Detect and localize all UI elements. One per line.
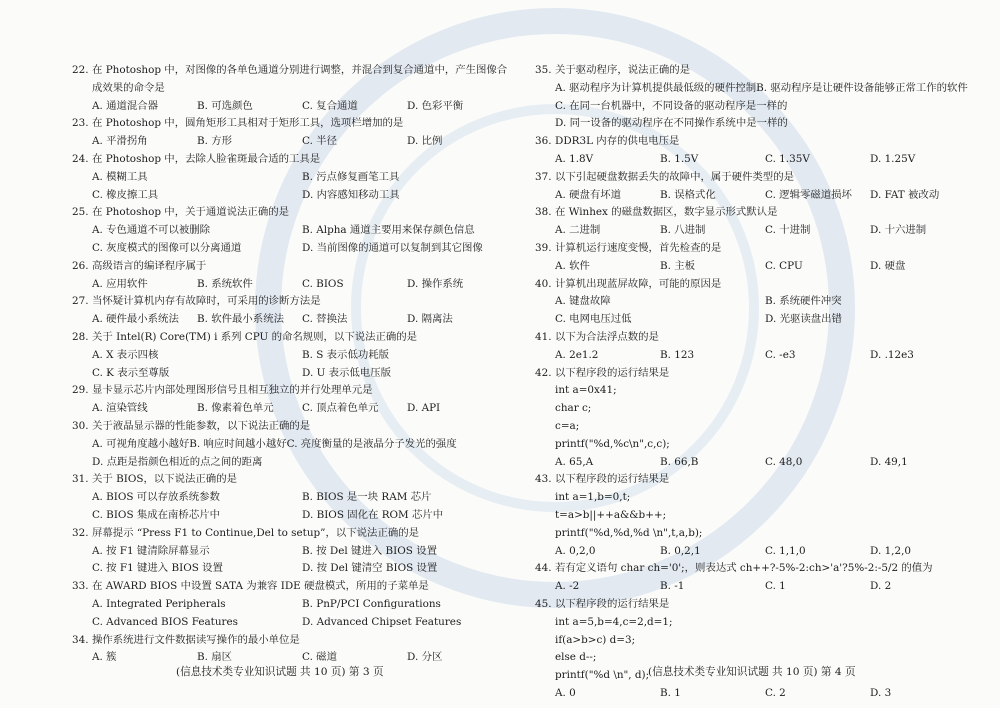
question-item: [72, 115, 512, 151]
answer-option: D. U 表示低电压版: [302, 366, 391, 379]
question-stem: [72, 632, 512, 650]
answer-option: C. 顶点着色单元: [302, 402, 379, 415]
code-line: c=a;: [555, 419, 580, 432]
question-number: 30.: [72, 419, 89, 432]
question-stem: [72, 258, 512, 276]
code-line: int a=5,b=4,c=2,d=1;: [555, 615, 673, 628]
answer-option: D. 分区: [407, 651, 443, 664]
question-stem: [72, 471, 512, 489]
question-item: [72, 578, 512, 631]
answer-option: B. 像素着色单元: [197, 402, 274, 415]
answer-option: C. 在同一台机器中，不同设备的驱动程序是一样的: [555, 99, 788, 112]
question-item: [72, 329, 512, 382]
answer-options: [72, 98, 512, 116]
answer-option: B. 123: [660, 348, 695, 361]
question-text: 以下引起硬盘数据丢失的故障中，属于硬件类型的是: [555, 170, 794, 183]
answer-options: [535, 543, 975, 561]
question-text: 以下程序段的运行结果是: [555, 366, 670, 379]
question-number: 35.: [535, 64, 552, 76]
answer-option: C. 1.35V: [765, 152, 810, 165]
answer-option: D. .12e3: [870, 348, 914, 361]
question-stem: [535, 596, 975, 614]
question-stem: [535, 276, 975, 294]
question-text: 在 Photoshop 中，去除人脸雀斑最合适的工具是: [92, 152, 321, 165]
question-text: 计算机出现蓝屏故障，可能的原因是: [555, 277, 722, 290]
left-column: [72, 62, 512, 667]
question-text: 显卡显示芯片内部处理图形信号且相互独立的并行处理单元是: [92, 384, 373, 397]
answer-option: B. 可选颜色: [197, 99, 253, 112]
answer-option: D. 同一设备的驱动程序在不同操作系统中是一样的: [555, 117, 788, 130]
answer-option: D. 3: [870, 686, 892, 699]
question-stem: [535, 240, 975, 258]
answer-option: A. 专色通道不可以被删除: [92, 224, 211, 237]
question-item: [72, 418, 512, 471]
answer-option: C. 复合通道: [302, 99, 358, 112]
question-item: [72, 204, 512, 257]
question-text: 关于 BIOS，以下说法正确的是: [92, 473, 237, 486]
question-number: 41.: [535, 330, 552, 343]
question-stem: [72, 151, 512, 169]
code-line: printf("%d,%c\n",c,c);: [555, 437, 670, 450]
answer-option: D. 操作系统: [407, 277, 464, 290]
question-number: 29.: [72, 384, 89, 397]
page-footer-right: (信息技术类专业知识试题 共 10 页) 第 4 页: [648, 666, 856, 678]
question-item: [72, 62, 512, 115]
question-stem: [72, 382, 512, 400]
question-stem: [72, 578, 512, 596]
answer-option: D. API: [407, 402, 441, 415]
question-number: 32.: [72, 526, 89, 539]
question-stem: [72, 525, 512, 543]
question-item: [535, 133, 975, 169]
answer-options: [72, 400, 512, 418]
question-stem: [535, 560, 975, 578]
question-stem: [535, 329, 975, 347]
answer-option: C. 十进制: [765, 224, 811, 237]
question-item: [72, 258, 512, 294]
answer-option: B. 污点修复画笔工具: [302, 170, 400, 183]
code-line: printf("%d \n", d);: [555, 669, 650, 682]
answer-option: A. 平滑拐角: [92, 135, 148, 148]
question-stem: [535, 169, 975, 187]
answer-options: [535, 222, 975, 240]
answer-option: A. Integrated Peripherals: [92, 597, 226, 610]
answer-option: B. 方形: [197, 135, 233, 148]
answer-option: C. 磁道: [302, 651, 337, 664]
answer-option: B. 按 Del 键进入 BIOS 设置: [302, 544, 437, 557]
answer-option: B. 扇区: [197, 651, 233, 664]
answer-option: B. 响应时间越小越好: [189, 437, 287, 450]
question-stem: [535, 204, 975, 222]
answer-option: B. -1: [660, 580, 685, 593]
question-number: 23.: [72, 117, 89, 130]
question-item: [72, 525, 512, 578]
answer-option: A. 键盘故障: [555, 295, 611, 308]
question-text: 在 AWARD BIOS 中设置 SATA 为兼容 IDE 硬盘模式，所用的子菜单是: [92, 580, 429, 593]
question-text: 以下程序段的运行结果是: [555, 473, 670, 486]
answer-option: D. 按 Del 键清空 BIOS 设置: [302, 562, 438, 575]
question-text: 以下程序段的运行结果是: [555, 597, 670, 610]
answer-option: C. 电网电压过低: [555, 313, 632, 326]
answer-options: [535, 80, 975, 133]
question-item: [535, 204, 975, 240]
question-number: 33.: [72, 580, 89, 593]
question-text: 计算机运行速度变慢，首先检查的是: [555, 241, 722, 254]
question-number: 36.: [535, 135, 552, 148]
question-stem: [72, 115, 512, 133]
answer-option: D. FAT 被改动: [870, 188, 940, 201]
question-text: 高级语言的编译程序属于: [92, 259, 207, 272]
answer-option: C. CPU: [765, 259, 803, 272]
answer-option: C. 逻辑零磁道损坏: [765, 188, 852, 201]
question-stem: [72, 329, 512, 347]
question-item: [535, 169, 975, 205]
answer-option: C. BIOS: [302, 277, 344, 290]
question-number: 40.: [535, 277, 552, 290]
answer-option: D. 色彩平衡: [407, 99, 464, 112]
answer-option: B. BIOS 是一块 RAM 芯片: [302, 491, 432, 504]
question-item: [72, 151, 512, 204]
code-line: else d--;: [555, 651, 597, 664]
answer-option: A. 软件: [555, 259, 590, 272]
answer-options: [535, 293, 975, 329]
answer-option: B. 1: [660, 686, 681, 699]
answer-options: [535, 685, 975, 703]
question-text: 屏幕提示 “Press F1 to Continue,Del to setup”，以下说法正确的是: [92, 526, 420, 539]
question-item: [535, 276, 975, 329]
code-line: char c;: [555, 402, 592, 415]
code-line: t=a>b||++a&&b++;: [555, 508, 667, 521]
question-item: [72, 382, 512, 418]
answer-options: [535, 187, 975, 205]
right-column: [535, 62, 975, 703]
question-stem: [535, 365, 975, 383]
answer-option: C. -e3: [765, 348, 796, 361]
question-text-continued: 成效果的命令是: [92, 81, 165, 94]
answer-option: B. S 表示低功耗版: [302, 348, 390, 361]
answer-option: A. -2: [555, 580, 580, 593]
question-text: DDR3L 内存的供电电压是: [555, 135, 680, 148]
question-text: 操作系统进行文件数据读写操作的最小单位是: [92, 633, 300, 646]
answer-option: D. 十六进制: [870, 224, 927, 237]
answer-options: [535, 151, 975, 169]
answer-option: D. 隔离法: [407, 313, 453, 326]
answer-option: D. Advanced Chipset Features: [302, 615, 462, 628]
question-stem: [535, 471, 975, 489]
answer-option: D. BIOS 固化在 ROM 芯片中: [302, 508, 444, 521]
answer-option: C. 灰度模式的图像可以分离通道: [92, 241, 242, 254]
answer-options: [72, 276, 512, 294]
code-line: int a=1,b=0,t;: [555, 491, 631, 504]
question-stem: [72, 204, 512, 222]
answer-option: A. 65,A: [555, 455, 594, 468]
question-number: 38.: [535, 206, 552, 219]
answer-option: D. 2: [870, 580, 892, 593]
question-item: [72, 471, 512, 524]
question-text: 在 Winhex 的磁盘数据区，数字显示形式默认是: [555, 206, 778, 219]
answer-option: B. 系统硬件冲突: [765, 295, 842, 308]
question-number: 26.: [72, 259, 89, 272]
question-text: 在 Photoshop 中，对图像的各单色通道分别进行调整，并混合到复合通道中，产生图像合: [92, 64, 508, 76]
question-stem: [535, 133, 975, 151]
answer-options: [72, 169, 512, 205]
answer-option: C. BIOS 集成在南桥芯片中: [92, 508, 220, 521]
answer-options: [72, 222, 512, 258]
answer-option: C. 1: [765, 580, 786, 593]
answer-option: B. 66,B: [660, 455, 699, 468]
answer-option: A. 0,2,0: [555, 544, 596, 557]
answer-options: [535, 454, 975, 472]
question-text: 关于 Intel(R) Core(TM) i 系列 CPU 的命名规则，以下说法正确的是: [92, 330, 418, 343]
answer-options: [535, 578, 975, 596]
question-text: 在 Photoshop 中，圆角矩形工具相对于矩形工具，选项栏增加的是: [92, 117, 404, 130]
answer-option: C. Advanced BIOS Features: [92, 615, 239, 628]
answer-option: B. Alpha 通道主要用来保存颜色信息: [302, 224, 475, 237]
answer-option: D. 光驱读盘出错: [765, 313, 842, 326]
answer-option: B. PnP/PCI Configurations: [302, 597, 441, 610]
question-item: [535, 596, 975, 703]
code-line: printf("%d,%d,%d \n",t,a,b);: [555, 526, 703, 539]
code-line: if(a>b>c) d=3;: [555, 633, 636, 646]
answer-option: A. 按 F1 键清除屏幕显示: [92, 544, 210, 557]
answer-options: [72, 311, 512, 329]
question-item: [535, 471, 975, 560]
answer-option: D. 1.25V: [870, 152, 916, 165]
question-number: 31.: [72, 473, 89, 486]
answer-option: C. 1,1,0: [765, 544, 806, 557]
answer-options: [72, 543, 512, 579]
question-item: [535, 560, 975, 596]
question-text: 关于驱动程序，说法正确的是: [555, 64, 691, 76]
question-number: 24.: [72, 152, 89, 165]
answer-option: B. 误格式化: [660, 188, 716, 201]
question-number: 39.: [535, 241, 552, 254]
question-number: 27.: [72, 295, 89, 308]
question-number: 44.: [535, 562, 552, 575]
question-number: 25.: [72, 206, 89, 219]
question-item: [535, 329, 975, 365]
answer-option: B. 0,2,1: [660, 544, 701, 557]
answer-option: C. 替换法: [302, 313, 348, 326]
answer-option: C. 2: [765, 686, 786, 699]
answer-option: D. 1,2,0: [870, 544, 912, 557]
answer-option: D. 点距是指颜色相近的点之间的距离: [92, 455, 263, 468]
answer-option: A. 2e1.2: [555, 348, 599, 361]
answer-option: A. 二进制: [555, 224, 601, 237]
question-stem: [72, 418, 512, 436]
question-text: 关于液晶显示器的性能参数，以下说法正确的是: [92, 419, 311, 432]
question-item: [535, 62, 975, 133]
answer-option: B. 八进制: [660, 224, 706, 237]
answer-option: B. 主板: [660, 259, 696, 272]
answer-options: [72, 489, 512, 525]
answer-option: A. 簇: [92, 651, 117, 664]
answer-option: A. BIOS 可以存放系统参数: [92, 491, 220, 504]
question-stem: [72, 293, 512, 311]
answer-option: B. 系统软件: [197, 277, 253, 290]
answer-option: A. 模糊工具: [92, 170, 148, 183]
answer-option: D. 当前图像的通道可以复制到其它图像: [302, 241, 483, 254]
answer-option: A. 1.8V: [555, 152, 594, 165]
answer-option: A. 应用软件: [92, 277, 148, 290]
question-text: 当怀疑计算机内存有故障时，可采用的诊断方法是: [92, 295, 321, 308]
question-text: 若有定义语句 char ch='0';，则表达式 ch++?-5%-2:ch>'a'?5%-2:-5/2 的值为: [555, 562, 933, 575]
question-number: 37.: [535, 170, 552, 183]
answer-option: B. 1.5V: [660, 152, 699, 165]
question-number: 28.: [72, 330, 89, 343]
answer-option: D. 比例: [407, 135, 443, 148]
answer-option: A. X 表示四核: [92, 348, 159, 361]
answer-option: D. 硬盘: [870, 259, 906, 272]
answer-option: A. 可视角度越小越好: [92, 437, 190, 450]
answer-option: C. K 表示至尊版: [92, 366, 170, 379]
answer-options: [72, 436, 512, 472]
question-stem: [72, 62, 512, 80]
question-item: [535, 365, 975, 472]
question-item: [72, 293, 512, 329]
question-text: 在 Photoshop 中，关于通道说法正确的是: [92, 206, 289, 219]
answer-option: A. 硬件最小系统法: [92, 313, 179, 326]
question-number: 22.: [72, 64, 89, 76]
question-number: 45.: [535, 597, 552, 610]
question-number: 43.: [535, 473, 552, 486]
answer-options: [72, 347, 512, 383]
question-item: [535, 240, 975, 276]
answer-option: A. 硬盘有坏道: [555, 188, 622, 201]
answer-options: [535, 258, 975, 276]
question-number: 42.: [535, 366, 552, 379]
answer-option: A. 渲染管线: [92, 402, 148, 415]
answer-option: C. 亮度衡量的是液晶分子发光的强度: [286, 437, 457, 450]
answer-option: B. 驱动程序是让硬件设备能够正常工作的软件: [756, 81, 968, 94]
question-text: 以下为合法浮点数的是: [555, 330, 659, 343]
question-stem: [535, 62, 975, 80]
answer-options: [535, 347, 975, 365]
question-number: 34.: [72, 633, 89, 646]
question-item: [72, 632, 512, 668]
answer-options: [72, 596, 512, 632]
answer-option: A. 通道混合器: [92, 99, 159, 112]
answer-option: C. 按 F1 键进入 BIOS 设置: [92, 562, 223, 575]
answer-option: C. 橡皮擦工具: [92, 188, 159, 201]
page-footer-left: (信息技术类专业知识试题 共 10 页) 第 3 页: [176, 666, 384, 678]
code-line: int a=0x41;: [555, 384, 617, 397]
answer-option: C. 48,0: [765, 455, 803, 468]
answer-options: [72, 133, 512, 151]
answer-option: A. 驱动程序为计算机提供最低级的硬件控制: [555, 81, 757, 94]
answer-option: A. 0: [555, 686, 576, 699]
answer-option: D. 内容感知移动工具: [302, 188, 400, 201]
answer-option: B. 软件最小系统法: [197, 313, 284, 326]
answer-option: C. 半径: [302, 135, 337, 148]
answer-option: D. 49,1: [870, 455, 908, 468]
